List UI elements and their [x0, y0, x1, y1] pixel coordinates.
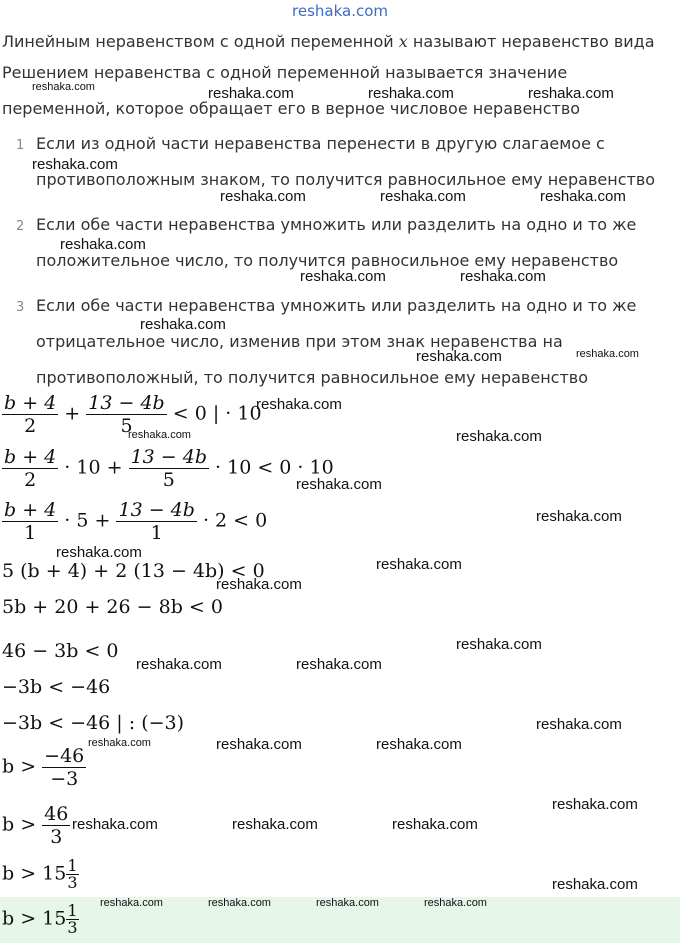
- watermark: reshaka.com: [380, 188, 466, 205]
- rule-number: 1: [16, 138, 25, 153]
- fraction: $\frac{1}{3}$: [67, 856, 78, 892]
- watermark: reshaka.com: [456, 636, 542, 653]
- watermark: reshaka.com: [456, 428, 542, 445]
- step-1: $\frac{b + 4}{2}$ + $\frac{13 - 4b}{5}$ < 0 | · 10: [4, 392, 262, 437]
- rule-3-line2: отрицательное число, изменив при этом знак неравенства на: [36, 332, 563, 351]
- watermark: reshaka.com: [540, 188, 626, 205]
- fraction: $\frac{b + 4}{2}$: [4, 446, 57, 491]
- answer: b > 15 $\frac{1}{3}$: [2, 901, 78, 937]
- watermark: reshaka.com: [552, 876, 638, 893]
- fraction: $\frac{13 - 4b}{5}$: [130, 446, 207, 491]
- step-6: 46 − 3b < 0: [2, 640, 119, 662]
- watermark: reshaka.com: [208, 897, 271, 909]
- watermark: reshaka.com: [72, 816, 158, 833]
- step-7: −3b < −46: [2, 676, 111, 698]
- watermark: reshaka.com: [416, 348, 502, 365]
- step-5: 5b + 20 + 26 − 8b < 0: [2, 596, 223, 618]
- watermark: reshaka.com: [576, 348, 639, 360]
- fraction: $\frac{46}{3}$: [44, 803, 69, 848]
- step-3: $\frac{b + 4}{1}$ · 5 + $\frac{13 - 4b}{1}$ · 2 < 0: [4, 499, 268, 544]
- watermark: reshaka.com: [376, 556, 462, 573]
- watermark: reshaka.com: [392, 816, 478, 833]
- rule-3-line1: Если обе части неравенства умножить или разделить на одно и то же: [36, 296, 637, 315]
- watermark: reshaka.com: [60, 236, 146, 253]
- watermark: reshaka.com: [316, 897, 379, 909]
- step-10: b > $\frac{46}{3}$: [2, 803, 69, 848]
- watermark: reshaka.com: [140, 316, 226, 333]
- watermark: reshaka.com: [376, 736, 462, 753]
- fraction: $\frac{b + 4}{2}$: [4, 392, 57, 437]
- step-4: 5 (b + 4) + 2 (13 − 4b) < 0: [2, 560, 265, 582]
- watermark: reshaka.com: [296, 476, 382, 493]
- watermark: reshaka.com: [552, 796, 638, 813]
- watermark: reshaka.com: [536, 716, 622, 733]
- watermark: reshaka.com: [216, 576, 302, 593]
- fraction: $\frac{1}{3}$: [67, 901, 78, 937]
- watermark: reshaka.com: [216, 736, 302, 753]
- watermark: reshaka.com: [300, 268, 386, 285]
- step-11: b > 15 $\frac{1}{3}$: [2, 856, 78, 892]
- watermark: reshaka.com: [100, 897, 163, 909]
- solution-definition-line1: Решением неравенства с одной переменной называется значение: [2, 63, 568, 82]
- watermark: reshaka.com: [136, 656, 222, 673]
- watermark: reshaka.com: [256, 396, 342, 413]
- watermark: reshaka.com: [424, 897, 487, 909]
- watermark: reshaka.com: [56, 544, 142, 561]
- fraction: $\frac{13 - 4b}{5}$: [88, 392, 165, 437]
- watermark: reshaka.com: [368, 85, 454, 102]
- watermark: reshaka.com: [32, 156, 118, 173]
- watermark: reshaka.com: [232, 816, 318, 833]
- watermark: reshaka.com: [460, 268, 546, 285]
- watermark: reshaka.com: [536, 508, 622, 525]
- watermark: reshaka.com: [208, 85, 294, 102]
- rule-number: 3: [16, 300, 25, 315]
- linear-definition: Линейным неравенством с одной переменной x называют неравенство вида: [2, 32, 655, 51]
- watermark: reshaka.com: [528, 85, 614, 102]
- step-9: b > $\frac{-46}{-3}$: [2, 745, 85, 790]
- watermark: reshaka.com: [296, 656, 382, 673]
- watermark: reshaka.com: [128, 429, 191, 441]
- rule-1-line2: противоположным знаком, то получится равносильное ему неравенство: [36, 170, 656, 189]
- watermark: reshaka.com: [32, 81, 95, 93]
- rule-2-line1: Если обе части неравенства умножить или разделить на одно и то же: [36, 215, 637, 234]
- fraction: $\frac{13 - 4b}{1}$: [118, 499, 195, 544]
- step-8: −3b < −46 | : (−3): [2, 712, 185, 734]
- rule-3-line3: противоположный, то получится равносильное ему неравенство: [36, 368, 588, 387]
- variable-x: x: [398, 32, 408, 51]
- fraction: $\frac{-46}{-3}$: [44, 745, 85, 790]
- rule-2-line2: положительное число, то получится равносильное ему неравенство: [36, 251, 619, 270]
- solution-definition-line2: переменной, которое обращает его в верное числовое неравенство: [2, 99, 581, 118]
- site-header[interactable]: reshaka.com: [292, 2, 388, 20]
- fraction: $\frac{b + 4}{1}$: [4, 499, 57, 544]
- watermark: reshaka.com: [220, 188, 306, 205]
- watermark: reshaka.com: [88, 737, 151, 749]
- rule-1-line1: Если из одной части неравенства перенести в другую слагаемое с: [36, 134, 605, 153]
- rule-number: 2: [16, 219, 25, 234]
- step-2: $\frac{b + 4}{2}$ · 10 + $\frac{13 - 4b}{5}$ · 10 < 0 · 10: [4, 446, 334, 491]
